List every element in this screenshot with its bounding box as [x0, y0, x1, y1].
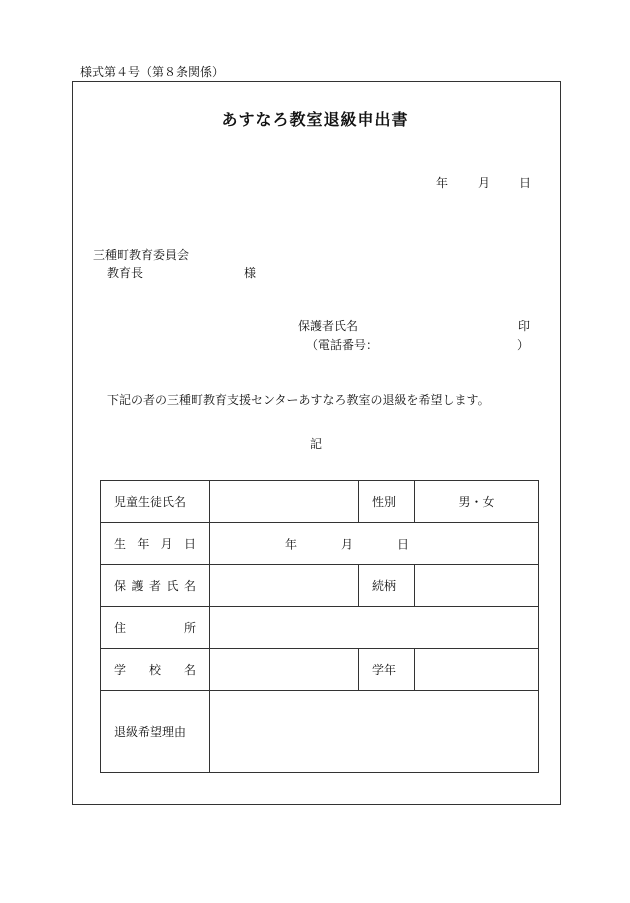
table-row	[101, 649, 539, 691]
birthdate-label-cell	[101, 523, 210, 565]
guardian-name-label: 保護者氏名	[298, 319, 359, 333]
phone-number-label: （電話番号：	[306, 338, 379, 352]
document-title: あすなろ教室退級申出書	[221, 110, 409, 129]
reason-field[interactable]	[210, 691, 539, 773]
table-row	[101, 565, 539, 607]
guardian-label-char: 氏	[166, 579, 179, 593]
guardian-label-char: 名	[183, 579, 196, 593]
date-month-label: 月	[478, 176, 491, 190]
date-year-label: 年	[436, 176, 449, 190]
table-guardian-label	[101, 577, 209, 594]
school-label	[101, 661, 209, 678]
birthdate-label-char: 日	[183, 537, 196, 551]
table-row	[101, 523, 539, 565]
birthdate-year-unit: 年	[285, 537, 298, 551]
guardian-name-field[interactable]	[210, 565, 359, 607]
recipient-honorific: 様	[244, 266, 257, 280]
guardian-label-cell	[101, 565, 210, 607]
table-row	[101, 481, 539, 523]
request-statement: 下記の者の三種町教育支援センターあすなろ教室の退級を希望します。	[107, 393, 490, 407]
birthdate-field[interactable]	[210, 523, 539, 565]
recipient-title: 教育長	[107, 266, 144, 280]
birthdate-label-char: 生	[114, 537, 127, 551]
birthdate-label-char: 年	[137, 537, 150, 551]
gender-field[interactable]: 男・女	[415, 481, 539, 523]
relation-label: 続柄	[359, 565, 415, 607]
student-name-field[interactable]	[210, 481, 359, 523]
grade-label: 学年	[359, 649, 415, 691]
recipient-organization: 三種町教育委員会	[93, 248, 190, 262]
birthdate-month-unit: 月	[341, 537, 354, 551]
birthdate-label-char: 月	[160, 537, 173, 551]
address-label-char: 所	[183, 621, 196, 635]
guardian-label-char: 保	[114, 579, 127, 593]
date-day-label: 日	[519, 176, 532, 190]
address-field[interactable]	[210, 607, 539, 649]
school-label-char: 名	[183, 663, 196, 677]
seal-mark: 印	[518, 319, 531, 333]
phone-number-close: ）	[517, 338, 530, 352]
school-name-field[interactable]	[210, 649, 359, 691]
ki-heading: 記	[310, 437, 323, 451]
school-label-char: 学	[114, 663, 127, 677]
school-label-char: 校	[148, 663, 161, 677]
guardian-label-char: 者	[148, 579, 161, 593]
address-label-cell	[101, 607, 210, 649]
relation-field[interactable]	[415, 565, 539, 607]
address-label-char: 住	[114, 621, 127, 635]
birthdate-day-unit: 日	[397, 537, 410, 551]
reason-label: 退級希望理由	[101, 691, 210, 773]
address-label	[101, 619, 209, 636]
table-row	[101, 691, 539, 773]
gender-label: 性別	[359, 481, 415, 523]
guardian-label-char: 護	[131, 579, 144, 593]
application-table	[100, 480, 539, 773]
table-row	[101, 607, 539, 649]
student-name-label: 児童生徒氏名	[101, 481, 210, 523]
birthdate-label	[101, 535, 209, 552]
grade-field[interactable]	[415, 649, 539, 691]
form-number-label: 様式第４号（第８条関係）	[80, 65, 225, 79]
school-label-cell	[101, 649, 210, 691]
